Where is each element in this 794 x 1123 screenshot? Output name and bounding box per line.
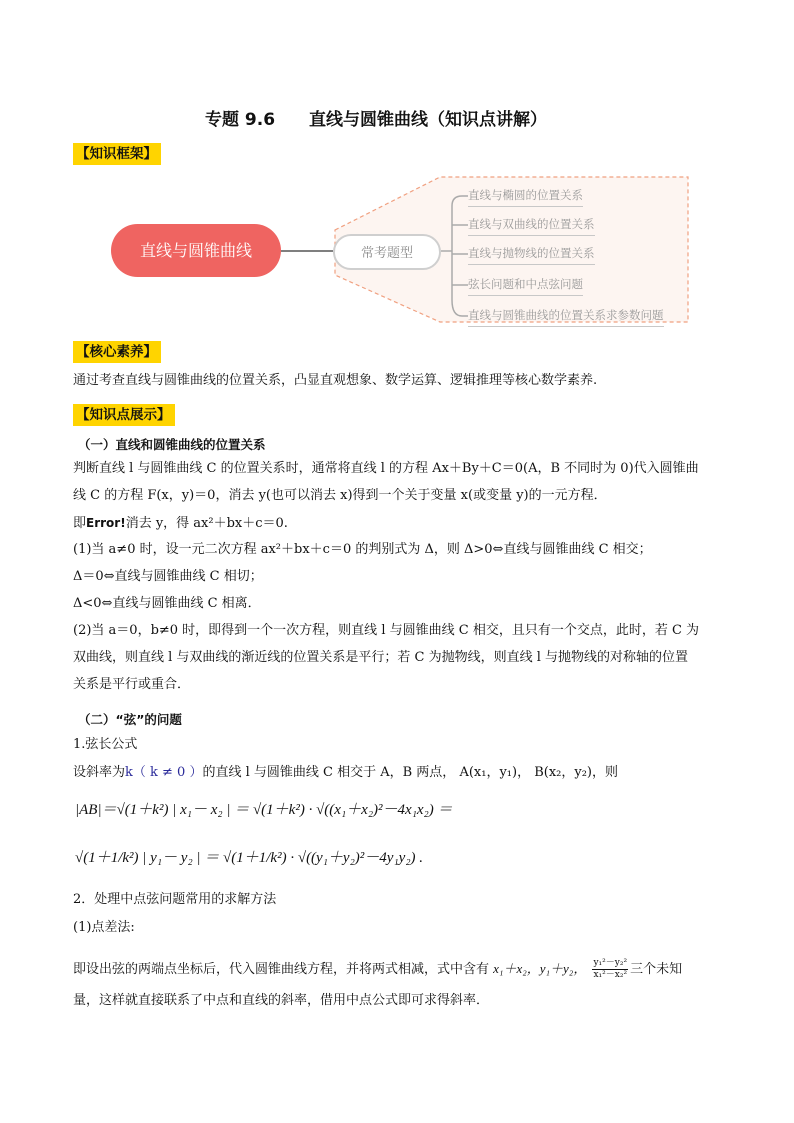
section-tag-core: 【核心素养】	[73, 341, 161, 363]
page-title: 专题 9.6 直线与圆锥曲线（知识点讲解）	[205, 110, 548, 130]
point-difference-line	[73, 958, 682, 981]
part1-system-line	[73, 514, 288, 533]
mindmap-connectors	[0, 0, 794, 340]
mindmap-leaf: 直线与双曲线的位置关系	[468, 213, 595, 236]
core-text: 通过考查直线与圆锥曲线的位置关系，凸显直观想象、数学运算、逻辑推理等核心数学素养.	[73, 373, 598, 388]
mindmap-leaf: 直线与抛物线的位置关系	[468, 242, 595, 265]
mindmap-leaf: 弦长问题和中点弦问题	[468, 273, 583, 296]
chord-setup-suffix: 的直线 l 与圆锥曲线 C 相交于 A，B 两点， A(x₁，y₁)， B(x₂，y₂)，则	[202, 765, 618, 780]
point-difference-suffix: 三个未知	[630, 962, 683, 977]
fraction-denominator: x₁²－x₂²	[593, 970, 628, 980]
chord-formula-y: √(1＋1/k²) | y₁－ y₂ | ＝ √(1＋1/k²) · √((y₁＋y₂)²－4y₁y₂) .	[75, 850, 424, 866]
system-prefix: 即	[73, 516, 87, 531]
chord-setup-line	[73, 764, 618, 782]
subheading-midpoint-methods: 2．处理中点弦问题常用的求解方法	[73, 892, 277, 907]
slope-k: k（ k ≠ 0 ）	[125, 765, 203, 780]
part1-paragraph-line: 线 C 的方程 F(x，y)＝0，消去 y(也可以消去 x)得到一个关于变量 x(或变量 y)的一元方程．	[73, 488, 607, 503]
subheading-point-difference: (1)点差法:	[73, 920, 135, 935]
mindmap-leaf: 直线与椭圆的位置关系	[468, 184, 583, 207]
part1-heading: （一）直线和圆锥曲线的位置关系	[78, 437, 266, 452]
mindmap-root-node: 直线与圆锥曲线	[111, 224, 281, 277]
point-difference-prefix: 即设出弦的两端点坐标后，代入圆锥曲线方程，并将两式相减，式中含有	[73, 962, 490, 977]
case-line: 双曲线，则直线 l 与双曲线的渐近线的位置关系是平行；若 C 为抛物线，则直线 l 与抛物线的对称轴的位置	[73, 650, 689, 665]
mindmap-leaf: 直线与圆锥曲线的位置关系求参数问题	[468, 304, 664, 327]
part1-paragraph-line: 判断直线 l 与圆锥曲线 C 的位置关系时，通常将直线 l 的方程 Ax＋By＋C＝0(A，B 不同时为 0)代入圆锥曲	[73, 461, 699, 476]
chord-formula-x: |AB|＝√(1＋k²) | x₁－ x₂ | ＝ √(1＋k²) · √((x₁＋x₂)²－4x₁x₂) ＝	[75, 802, 453, 818]
point-difference-line-2: 量，这样就直接联系了中点和直线的斜率，借用中点公式即可求得斜率．	[73, 993, 490, 1008]
section-tag-framework: 【知识框架】	[73, 143, 161, 165]
case-line: 关系是平行或重合．	[73, 677, 191, 692]
case-line: Δ<0⇔直线与圆锥曲线 C 相离．	[73, 596, 261, 611]
case-line: Δ＝0⇔直线与圆锥曲线 C 相切；	[73, 569, 263, 584]
system-suffix: 消去 y，得 ax²＋bx＋c＝0.	[125, 516, 288, 531]
difference-fraction	[592, 958, 628, 981]
part2-heading: （二）“弦”的问题	[78, 712, 182, 727]
chord-setup-prefix: 设斜率为	[73, 765, 126, 780]
mindmap-middle-node: 常考题型	[333, 234, 441, 270]
section-tag-display: 【知识点展示】	[73, 404, 175, 426]
case-line: (1)当 a≠0 时，设一元二次方程 ax²＋bx＋c＝0 的判别式为 Δ，则 Δ>0⇔直线与圆锥曲线 C 相交；	[73, 542, 652, 557]
sum-terms: x₁＋x₂，y₁＋y₂，	[493, 961, 587, 976]
case-line: (2)当 a＝0，b≠0 时，即得到一个一次方程，则直线 l 与圆锥曲线 C 相交，且只有一个交点，此时，若 C 为	[73, 623, 700, 638]
subheading-chord-length: 1.弦长公式	[73, 737, 138, 752]
fraction-numerator: y₁²－y₂²	[593, 958, 628, 968]
error-field: Error!	[86, 516, 126, 530]
